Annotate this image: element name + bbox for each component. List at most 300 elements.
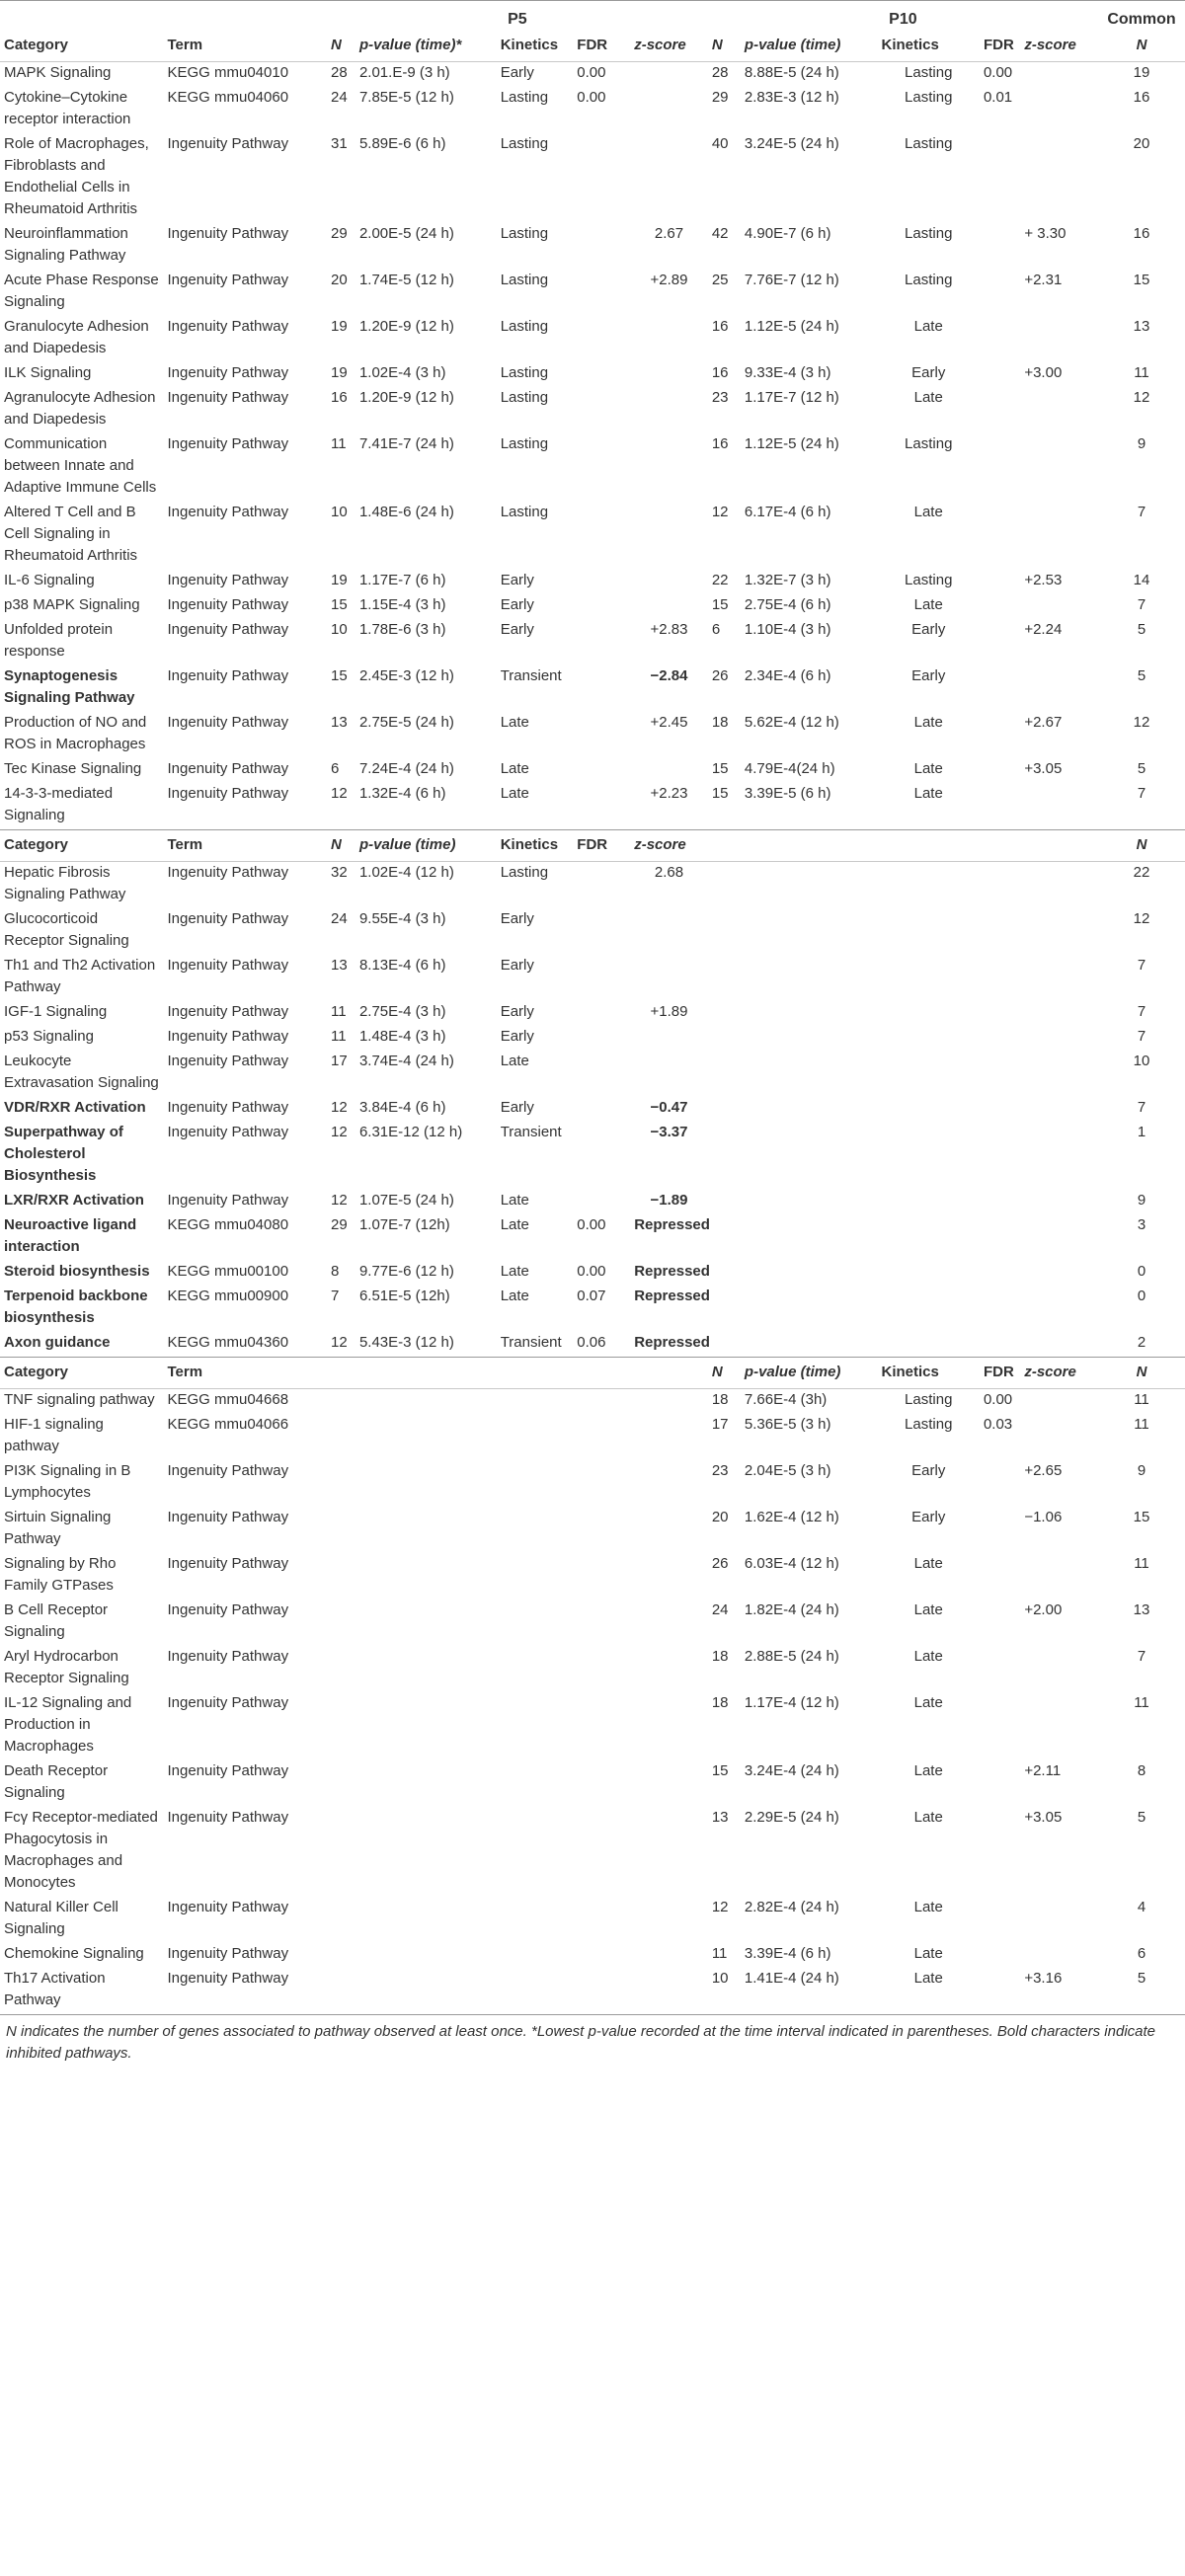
common-n-cell: 7 — [1137, 1028, 1146, 1045]
p5-fdr-cell — [573, 1692, 630, 1760]
term-cell: Ingenuity Pathway — [167, 225, 289, 242]
p5-zscore-cell — [630, 1943, 708, 1968]
term-cell: Ingenuity Pathway — [167, 910, 289, 927]
p5-n-cell: 28 — [331, 64, 348, 81]
table-row — [0, 862, 1185, 909]
p10-pvalue-cell — [741, 1026, 878, 1051]
p5-kinetics-cell: Lasting — [500, 89, 549, 106]
term-cell: Ingenuity Pathway — [167, 1099, 289, 1116]
col-pvalue-p5: p-value (time)* — [356, 31, 497, 62]
p5-zscore-cell — [630, 1460, 708, 1507]
p10-kinetics-cell: Early — [911, 667, 946, 684]
p10-fdr-cell — [980, 223, 1020, 270]
term-cell: Ingenuity Pathway — [167, 714, 289, 731]
p10-fdr-cell — [980, 1097, 1020, 1122]
term-cell: KEGG mmu04010 — [167, 64, 289, 81]
category-cell: Superpathway of Cholesterol Biosynthesis — [4, 1124, 123, 1184]
p10-zscore-cell — [1020, 908, 1098, 955]
p10-n-cell: 29 — [711, 89, 729, 106]
p5-kinetics-cell: Late — [500, 1053, 529, 1069]
p5-kinetics-cell: Transient — [500, 1334, 562, 1351]
p10-pvalue-cell — [741, 1051, 878, 1097]
common-n-cell: 6 — [1137, 1945, 1146, 1962]
category-cell: Sirtuin Signaling Pathway — [4, 1509, 112, 1547]
p5-n-cell: 15 — [331, 596, 348, 613]
category-cell: p53 Signaling — [4, 1028, 94, 1045]
p5-kinetics-cell — [497, 1692, 574, 1760]
col-pvalue-p10: p-value (time) — [741, 1358, 878, 1389]
p10-kinetics-cell: Lasting — [905, 225, 953, 242]
p5-kinetics-cell: Transient — [500, 667, 562, 684]
table-row — [0, 316, 1185, 362]
table-row — [0, 62, 1185, 88]
p10-n-cell: 24 — [711, 1601, 729, 1618]
p10-zscore-cell — [1020, 594, 1098, 619]
p5-pvalue-cell: 6.51E-5 (12h) — [358, 1288, 450, 1304]
p10-pvalue-cell: 2.83E-3 (12 h) — [744, 89, 839, 106]
p10-pvalue-cell: 4.79E-4(24 h) — [744, 760, 835, 777]
p10-fdr-cell — [980, 1897, 1020, 1943]
p10-n-cell: 10 — [711, 1970, 729, 1987]
p5-fdr-cell — [573, 594, 630, 619]
term-cell: Ingenuity Pathway — [167, 1192, 289, 1209]
category-cell: Acute Phase Response Signaling — [4, 272, 159, 310]
p5-pvalue-cell — [356, 1414, 497, 1460]
p5-fdr-cell — [573, 1122, 630, 1190]
col-fdr-p10: FDR — [980, 1358, 1020, 1389]
p5-pvalue-cell — [356, 1760, 497, 1807]
common-n-cell: 12 — [1133, 910, 1150, 927]
p5-fdr-cell — [573, 362, 630, 387]
common-n-cell: 20 — [1133, 135, 1150, 152]
term-cell: Ingenuity Pathway — [167, 785, 289, 802]
category-cell: Granulocyte Adhesion and Diapedesis — [4, 318, 149, 356]
p10-zscore-cell — [1020, 87, 1098, 133]
p10-fdr-cell — [980, 1760, 1020, 1807]
term-cell: Ingenuity Pathway — [167, 572, 289, 588]
p10-fdr-cell — [980, 1051, 1020, 1097]
p5-zscore-cell: −2.84 — [650, 667, 688, 684]
p10-fdr-cell — [980, 1026, 1020, 1051]
p10-pvalue-cell: 1.41E-4 (24 h) — [744, 1970, 839, 1987]
p5-n-cell — [327, 1460, 356, 1507]
p5-n-cell — [327, 1600, 356, 1646]
p5-fdr-cell — [573, 570, 630, 594]
p5-fdr-cell — [573, 433, 630, 502]
p10-zscore-cell — [1020, 665, 1098, 712]
table-row — [0, 1897, 1185, 1943]
p5-pvalue-cell: 7.24E-4 (24 h) — [358, 760, 454, 777]
p10-fdr-cell — [980, 270, 1020, 316]
p10-zscore-cell — [1020, 1692, 1098, 1760]
p10-pvalue-cell: 3.39E-5 (6 h) — [744, 785, 831, 802]
p5-n-cell: 13 — [331, 714, 348, 731]
column-header-row — [0, 31, 1185, 62]
p5-fdr-cell — [573, 908, 630, 955]
p5-kinetics-cell: Lasting — [500, 435, 549, 452]
p5-kinetics-cell: Lasting — [500, 864, 549, 881]
p5-kinetics-cell: Lasting — [500, 272, 549, 288]
p5-zscore-cell — [630, 1692, 708, 1760]
term-cell: KEGG mmu04080 — [167, 1216, 289, 1233]
category-cell: Tec Kinase Signaling — [4, 760, 142, 777]
p5-zscore-cell — [630, 1051, 708, 1097]
term-cell: KEGG mmu04066 — [167, 1416, 289, 1433]
p5-kinetics-cell: Early — [500, 596, 534, 613]
p10-fdr-cell — [980, 1214, 1020, 1261]
p10-n-cell: 25 — [711, 272, 729, 288]
p10-zscore-cell: +2.31 — [1024, 272, 1063, 288]
p5-kinetics-cell: Transient — [500, 1124, 562, 1140]
section-p10-pathways — [0, 1389, 1185, 2015]
p10-pvalue-cell: 6.17E-4 (6 h) — [744, 504, 831, 520]
p10-pvalue-cell: 2.82E-4 (24 h) — [744, 1899, 839, 1915]
p10-zscore-cell: +2.67 — [1024, 714, 1063, 731]
table-row — [0, 1122, 1185, 1190]
category-cell: Leukocyte Extravasation Signaling — [4, 1053, 159, 1091]
p5-fdr-cell: 0.00 — [577, 89, 606, 106]
p10-fdr-cell — [980, 1122, 1020, 1190]
p5-n-cell: 17 — [331, 1053, 348, 1069]
category-cell: Neuroactive ligand interaction — [4, 1216, 137, 1255]
p10-n-cell — [708, 862, 741, 909]
p5-zscore-cell: 2.67 — [654, 225, 684, 242]
category-cell: Role of Macrophages, Fibroblasts and Endothelial Cells in Rheumatoid Arthritis — [4, 135, 149, 217]
term-cell: Ingenuity Pathway — [167, 1899, 289, 1915]
p10-pvalue-cell: 1.17E-4 (12 h) — [744, 1694, 839, 1711]
term-cell: Ingenuity Pathway — [167, 318, 289, 335]
p10-pvalue-cell: 3.39E-4 (6 h) — [744, 1945, 831, 1962]
p10-pvalue-cell: 2.88E-5 (24 h) — [744, 1648, 839, 1665]
p10-kinetics-cell: Late — [913, 1970, 943, 1987]
p5-n-cell: 13 — [331, 957, 348, 974]
p5-pvalue-cell: 2.75E-4 (3 h) — [358, 1003, 446, 1020]
p5-zscore-cell — [630, 758, 708, 783]
p5-zscore-cell — [630, 316, 708, 362]
p10-pvalue-cell — [741, 1214, 878, 1261]
p5-pvalue-cell: 9.55E-4 (3 h) — [358, 910, 446, 927]
p5-pvalue-cell: 1.02E-4 (12 h) — [358, 864, 454, 881]
p5-zscore-cell — [630, 87, 708, 133]
p5-pvalue-cell: 5.89E-6 (6 h) — [358, 135, 446, 152]
common-n-cell: 7 — [1137, 596, 1146, 613]
p5-n-cell — [327, 1692, 356, 1760]
p5-zscore-cell — [630, 1600, 708, 1646]
category-cell: Unfolded protein response — [4, 621, 114, 660]
p5-fdr-cell — [573, 619, 630, 665]
p10-pvalue-cell — [741, 1097, 878, 1122]
col-n-common: N — [1098, 1358, 1185, 1389]
category-cell: Aryl Hydrocarbon Receptor Signaling — [4, 1648, 129, 1686]
group-p5-label: P5 — [508, 11, 527, 28]
p5-fdr-cell — [573, 1553, 630, 1600]
category-cell: HIF-1 signaling pathway — [4, 1416, 104, 1454]
table-row — [0, 712, 1185, 758]
p10-n-cell: 16 — [711, 318, 729, 335]
table-row — [0, 362, 1185, 387]
p5-n-cell: 19 — [331, 572, 348, 588]
common-n-cell: 7 — [1137, 1648, 1146, 1665]
p5-zscore-cell — [630, 1507, 708, 1553]
p10-pvalue-cell — [741, 1286, 878, 1332]
p5-fdr-cell — [573, 387, 630, 433]
category-cell: Cytokine–Cytokine receptor interaction — [4, 89, 131, 127]
p5-kinetics-cell: Early — [500, 621, 534, 638]
category-cell: Communication between Innate and Adaptive Immune Cells — [4, 435, 157, 496]
category-cell: Signaling by Rho Family GTPases — [4, 1555, 117, 1594]
p5-fdr-cell — [573, 270, 630, 316]
p5-fdr-cell — [573, 1460, 630, 1507]
p5-kinetics-cell — [497, 1553, 574, 1600]
col-category: Category — [0, 31, 164, 62]
common-n-cell: 7 — [1137, 1003, 1146, 1020]
term-cell: KEGG mmu04668 — [167, 1391, 289, 1408]
p5-zscore-cell — [630, 1414, 708, 1460]
column-header-row — [0, 830, 1185, 862]
p10-fdr-cell — [980, 316, 1020, 362]
p5-fdr-cell — [573, 862, 630, 909]
p10-fdr-cell — [980, 1600, 1020, 1646]
p5-kinetics-cell: Lasting — [500, 225, 549, 242]
p10-n-cell — [708, 1097, 741, 1122]
p5-fdr-cell — [573, 1097, 630, 1122]
p5-kinetics-cell: Lasting — [500, 389, 549, 406]
table-row — [0, 1507, 1185, 1553]
table-row — [0, 1692, 1185, 1760]
p10-kinetics-cell: Late — [913, 389, 943, 406]
p5-pvalue-cell: 1.02E-4 (3 h) — [358, 364, 446, 381]
col-zscore-p5: z-score — [630, 31, 708, 62]
category-cell: Synaptogenesis Signaling Pathway — [4, 667, 135, 706]
common-n-cell: 11 — [1134, 364, 1149, 381]
p5-kinetics-cell: Late — [500, 785, 529, 802]
col-n-p5: N — [327, 31, 356, 62]
p5-zscore-cell — [630, 362, 708, 387]
p10-n-cell: 18 — [711, 1694, 729, 1711]
p10-fdr-cell — [980, 1001, 1020, 1026]
p10-zscore-cell: +3.00 — [1024, 364, 1063, 381]
term-cell: Ingenuity Pathway — [167, 389, 289, 406]
p10-fdr-cell — [980, 1943, 1020, 1968]
p5-fdr-cell — [573, 955, 630, 1001]
p5-zscore-cell: +2.23 — [650, 785, 688, 802]
p10-n-cell — [708, 1214, 741, 1261]
table-row — [0, 1760, 1185, 1807]
p10-zscore-cell: +2.65 — [1024, 1462, 1063, 1479]
p5-pvalue-cell: 9.77E-6 (12 h) — [358, 1263, 454, 1280]
common-n-cell: 7 — [1137, 785, 1146, 802]
p5-n-cell: 32 — [331, 864, 348, 881]
p10-zscore-cell — [1020, 1646, 1098, 1692]
common-n-cell: 5 — [1137, 621, 1146, 638]
common-n-cell: 9 — [1137, 435, 1146, 452]
p10-n-cell: 23 — [711, 1462, 729, 1479]
common-n-cell: 4 — [1137, 1899, 1146, 1915]
p10-kinetics-cell: Late — [913, 1601, 943, 1618]
term-cell: Ingenuity Pathway — [167, 1028, 289, 1045]
table-row — [0, 594, 1185, 619]
category-cell: Axon guidance — [4, 1334, 111, 1351]
p5-zscore-cell — [630, 62, 708, 88]
p5-fdr-cell: 0.00 — [577, 64, 606, 81]
table-row — [0, 502, 1185, 570]
category-cell: Neuroinflammation Signaling Pathway — [4, 225, 128, 264]
p5-kinetics-cell — [497, 1646, 574, 1692]
p10-fdr-cell — [980, 1286, 1020, 1332]
common-n-cell: 11 — [1134, 1391, 1149, 1408]
p5-n-cell — [327, 1897, 356, 1943]
p5-kinetics-cell — [497, 1414, 574, 1460]
p5-zscore-cell — [630, 502, 708, 570]
p5-fdr-cell — [573, 223, 630, 270]
p10-fdr-cell: 0.00 — [983, 64, 1013, 81]
category-cell: VDR/RXR Activation — [4, 1099, 146, 1116]
p10-n-cell: 42 — [711, 225, 729, 242]
p10-kinetics-cell: Late — [913, 596, 943, 613]
p10-zscore-cell — [1020, 1414, 1098, 1460]
p5-pvalue-cell — [356, 1389, 497, 1415]
p10-n-cell: 12 — [711, 504, 729, 520]
p10-kinetics-cell: Early — [911, 621, 946, 638]
p10-kinetics-cell: Lasting — [905, 64, 953, 81]
p10-kinetics-cell — [878, 1332, 980, 1358]
p10-zscore-cell — [1020, 387, 1098, 433]
p5-n-cell: 6 — [331, 760, 340, 777]
p10-n-cell: 26 — [711, 667, 729, 684]
category-cell: MAPK Signaling — [4, 64, 112, 81]
common-n-cell: 5 — [1137, 667, 1146, 684]
p10-pvalue-cell: 2.75E-4 (6 h) — [744, 596, 831, 613]
p10-zscore-cell: +3.16 — [1024, 1970, 1063, 1987]
p5-n-cell: 12 — [331, 1099, 348, 1116]
p10-fdr-cell — [980, 758, 1020, 783]
term-cell: Ingenuity Pathway — [167, 1509, 289, 1525]
category-cell: Natural Killer Cell Signaling — [4, 1899, 118, 1937]
p10-kinetics-cell: Lasting — [905, 435, 953, 452]
p10-fdr-cell — [980, 783, 1020, 830]
p10-fdr-cell — [980, 387, 1020, 433]
category-cell: Glucocorticoid Receptor Signaling — [4, 910, 129, 949]
p10-zscore-cell: +2.00 — [1024, 1601, 1063, 1618]
p10-pvalue-cell — [741, 862, 878, 909]
section-p5-pathways — [0, 862, 1185, 1358]
p5-n-cell: 11 — [331, 1028, 347, 1045]
group-p10-label: P10 — [889, 11, 917, 28]
common-n-cell: 1 — [1137, 1124, 1146, 1140]
p10-n-cell: 20 — [711, 1509, 729, 1525]
p5-zscore-cell: −3.37 — [650, 1124, 688, 1140]
p10-pvalue-cell: 1.12E-5 (24 h) — [744, 318, 839, 335]
p5-zscore-cell — [630, 433, 708, 502]
term-cell: Ingenuity Pathway — [167, 504, 289, 520]
category-cell: LXR/RXR Activation — [4, 1192, 144, 1209]
p5-zscore-cell — [630, 1026, 708, 1051]
p10-n-cell: 12 — [711, 1899, 729, 1915]
p5-n-cell: 19 — [331, 318, 348, 335]
p10-pvalue-cell: 1.17E-7 (12 h) — [744, 389, 839, 406]
p10-pvalue-cell: 2.29E-5 (24 h) — [744, 1809, 839, 1826]
p5-fdr-cell — [573, 1807, 630, 1897]
p5-kinetics-cell: Early — [500, 1028, 534, 1045]
term-cell: KEGG mmu04360 — [167, 1334, 289, 1351]
term-cell: Ingenuity Pathway — [167, 135, 289, 152]
p10-fdr-cell — [980, 1332, 1020, 1358]
section2-header — [0, 830, 1185, 862]
p10-pvalue-cell — [741, 1001, 878, 1026]
p10-zscore-cell — [1020, 1261, 1098, 1286]
p10-zscore-cell: −1.06 — [1024, 1509, 1063, 1525]
p10-kinetics-cell: Early — [911, 364, 946, 381]
p10-kinetics-cell — [878, 908, 980, 955]
p10-n-cell: 18 — [711, 1391, 729, 1408]
p10-kinetics-cell — [878, 1286, 980, 1332]
p10-kinetics-cell: Early — [911, 1462, 946, 1479]
p10-fdr-cell — [980, 955, 1020, 1001]
p10-n-cell: 28 — [711, 64, 729, 81]
common-n-cell: 15 — [1133, 1509, 1150, 1525]
p10-zscore-cell — [1020, 316, 1098, 362]
col-kinetics-p5: Kinetics — [497, 830, 574, 862]
p5-fdr-cell: 0.00 — [577, 1263, 606, 1280]
p5-n-cell: 29 — [331, 225, 348, 242]
table-row — [0, 1600, 1185, 1646]
category-cell: IL-12 Signaling and Production in Macrophages — [4, 1694, 132, 1755]
p5-n-cell — [327, 1389, 356, 1415]
p5-pvalue-cell: 1.07E-7 (12h) — [358, 1216, 450, 1233]
p10-n-cell: 6 — [711, 621, 721, 638]
p10-zscore-cell — [1020, 783, 1098, 830]
p5-kinetics-cell — [497, 1389, 574, 1415]
col-category: Category — [0, 1358, 164, 1389]
table-row — [0, 1214, 1185, 1261]
table-row — [0, 270, 1185, 316]
p5-pvalue-cell: 2.75E-5 (24 h) — [358, 714, 454, 731]
col-pvalue-p10: p-value (time) — [741, 31, 878, 62]
p10-kinetics-cell: Early — [911, 1509, 946, 1525]
p10-n-cell: 40 — [711, 135, 729, 152]
p10-kinetics-cell: Late — [913, 318, 943, 335]
p5-kinetics-cell: Late — [500, 760, 529, 777]
p5-kinetics-cell — [497, 1807, 574, 1897]
p5-kinetics-cell — [497, 1943, 574, 1968]
p5-zscore-cell: Repressed — [634, 1263, 710, 1280]
p10-kinetics-cell: Late — [913, 1809, 943, 1826]
p5-n-cell: 19 — [331, 364, 348, 381]
col-term: Term — [164, 830, 328, 862]
col-category: Category — [0, 830, 164, 862]
table-row — [0, 1460, 1185, 1507]
common-n-cell: 0 — [1137, 1288, 1146, 1304]
common-n-cell: 15 — [1133, 272, 1150, 288]
p10-fdr-cell — [980, 133, 1020, 223]
p5-fdr-cell: 0.07 — [577, 1288, 606, 1304]
p5-pvalue-cell — [356, 1646, 497, 1692]
p10-zscore-cell — [1020, 1214, 1098, 1261]
p10-fdr-cell — [980, 1807, 1020, 1897]
p10-pvalue-cell — [741, 1190, 878, 1214]
p5-kinetics-cell: Early — [500, 957, 534, 974]
category-cell: PI3K Signaling in B Lymphocytes — [4, 1462, 131, 1501]
p10-pvalue-cell — [741, 955, 878, 1001]
p5-fdr-cell — [573, 1001, 630, 1026]
p5-pvalue-cell — [356, 1460, 497, 1507]
p10-n-cell: 18 — [711, 714, 729, 731]
p5-zscore-cell — [630, 1897, 708, 1943]
table-row — [0, 223, 1185, 270]
common-n-cell: 5 — [1137, 760, 1146, 777]
table-row — [0, 1026, 1185, 1051]
p5-fdr-cell — [573, 1190, 630, 1214]
